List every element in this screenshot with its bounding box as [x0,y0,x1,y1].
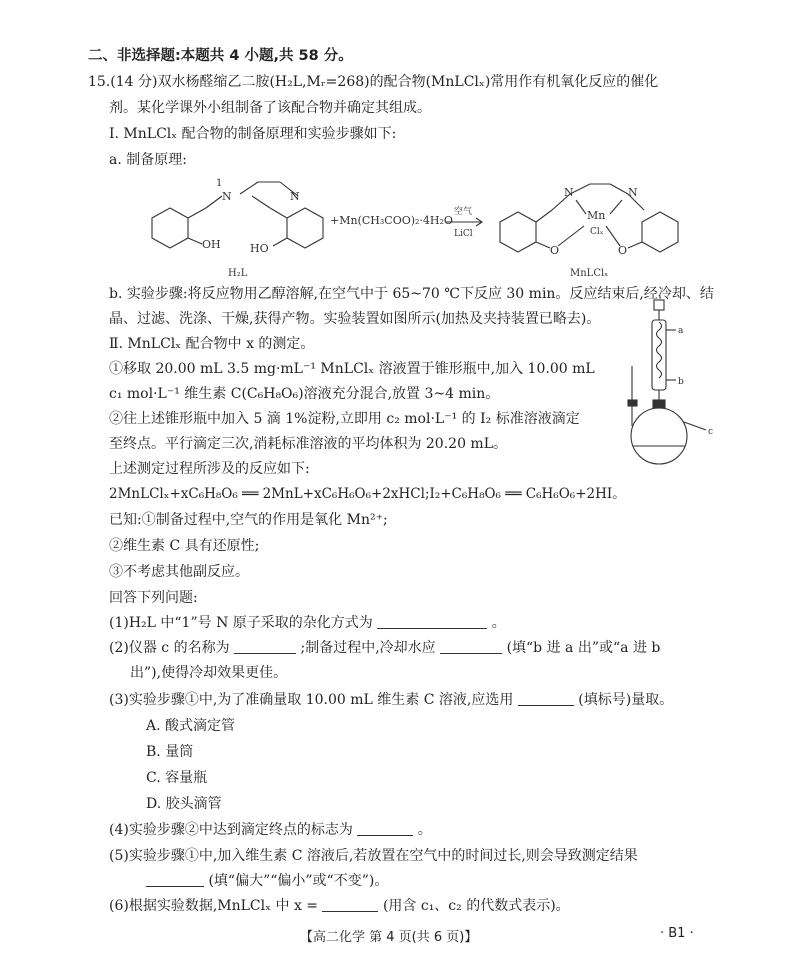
apparatus-label-c: c [708,427,714,437]
apparatus-label-b: b [678,377,684,387]
footer-code: · B1 · [660,926,694,941]
arrow-bottom-label: LiCl [454,229,473,239]
b-step-line2: 晶、过滤、洗涤、干燥,获得产物。实验装置如图所示(加热及夹持装置已略去)。 [109,311,601,327]
product-ring-right [642,212,678,252]
footer-page-info: 【高二化学 第 4 页(共 6 页)】 [300,930,478,945]
answer-blank-5[interactable] [146,872,204,887]
answer-blank-4[interactable] [357,821,413,836]
answer-blank-2a[interactable] [234,639,296,654]
oh-group: OH [202,238,221,251]
answer-blank-2b[interactable] [440,639,502,654]
product-n-left: N [564,186,574,199]
answer-blank-6[interactable] [322,897,378,912]
section-header: 二、非选择题:本题共 4 小题,共 58 分。 [88,48,353,64]
reaction-equations: 2MnLClₓ+xC₆H₈O₆ ══ 2MnL+xC₆H₆O₆+2xHCl;I₂+C₆H₈O₆ ══ C₆H₆O₆+2HI。 [109,486,626,502]
answer-blank-3[interactable] [518,691,574,706]
step1-line2: c₁ mol·L⁻¹ 维生素 C(C₆H₈O₆)溶液充分混合,放置 3~4 min。 [109,386,500,402]
step2-line1: ②往上述锥形瓶中加入 5 滴 1%淀粉,立即用 c₂ mol·L⁻¹ 的 I₂ 标准溶液滴定 [109,411,580,427]
product-ring-left [500,212,536,252]
apparatus-diagram [620,296,720,476]
subq-6: (6)根据实验数据,MnLClₓ 中 x = (用含 c₁、c₂ 的代数式表示)。 [109,898,570,914]
ho-group: HO [250,242,269,255]
apparatus-label-a: a [678,326,684,336]
a-label: a. 制备原理: [109,152,187,168]
reaction-scheme [140,172,680,282]
subq-1: (1)H₂L 中“1”号 N 原子采取的杂化方式为 。 [109,615,506,631]
part1-title: Ⅰ. MnLClₓ 配合物的制备原理和实验步骤如下: [109,126,397,142]
known-2: ②维生素 C 具有还原性; [109,538,260,554]
product-n-right: N [628,186,638,199]
h2l-label: H₂L [228,268,248,279]
step2-line2: 至终点。平行滴定三次,消耗标准溶液的平均体积为 20.20 mL。 [109,436,508,452]
mn-atom: Mn [587,209,606,222]
subq-3: (3)实验步骤①中,为了准确量取 10.00 mL 维生素 C 溶液,应选用 (填标号)量取。 [109,692,674,708]
answer-prompt: 回答下列问题: [109,590,198,606]
subq-4: (4)实验步骤②中达到滴定终点的标志为 。 [109,822,432,838]
q15-intro-line2: 剂。某化学课外小组制备了该配合物并确定其组成。 [109,100,431,116]
q15-intro-line1: 15.(14 分)双水杨醛缩乙二胺(H₂L,Mᵣ=268)的配合物(MnLClₓ)常用作有机氧化反应的催化 [88,74,659,90]
option-a: A. 酸式滴定管 [146,718,236,734]
clx-label: Clₓ [590,227,604,237]
reagent-label: +Mn(CH₃COO)₂·4H₂O [330,214,453,227]
known-3: ③不考虑其他副反应。 [109,564,249,580]
mnlclx-label: MnLClₓ [570,268,609,279]
product-o-right: O [618,244,628,257]
option-b: B. 量筒 [146,744,194,760]
round-bottom-flask [631,408,687,464]
condenser-coil [657,322,662,378]
option-c: C. 容量瓶 [146,770,208,786]
n-number-label: 1 [216,178,223,189]
arrow-top-label: 空气 [454,207,473,217]
benzene-ring-left [152,208,188,248]
b-step-line1: b. 实验步骤:将反应物用乙醇溶解,在空气中于 65~70 ℃下反应 30 min。反应结束后,经冷却、结 [109,286,714,302]
product-o-left: O [550,244,560,257]
step1-line1: ①移取 20.00 mL 3.5 mg·mL⁻¹ MnLClₓ 溶液置于锥形瓶中,加入 10.00 mL [109,361,595,377]
side-arm-c [684,422,706,430]
subq-5-line2: (填“偏大”“偏小”或“不变”)。 [146,871,388,891]
known-1: 已知:①制备过程中,空气的作用是氧化 Mn²⁺; [109,512,388,528]
benzene-ring-right [287,208,323,248]
option-d: D. 胶头滴管 [146,796,222,812]
subq-5-line1: (5)实验步骤①中,加入维生素 C 溶液后,若放置在空气中的时间过长,则会导致测定结果 [109,848,638,864]
subq-2: (2)仪器 c 的名称为 ;制备过程中,冷却水应 (填“b 进 a 出”或“a 进 b [109,640,661,656]
part2-title: Ⅱ. MnLClₓ 配合物中 x 的测定。 [109,336,315,352]
n-atom-right: N [290,190,300,203]
n-atom-left: N [222,190,232,203]
reactions-intro: 上述测定过程所涉及的反应如下: [109,461,310,477]
answer-blank-1[interactable] [377,614,487,629]
subq-2-line2: 出”),使得冷却效果更佳。 [130,665,288,681]
